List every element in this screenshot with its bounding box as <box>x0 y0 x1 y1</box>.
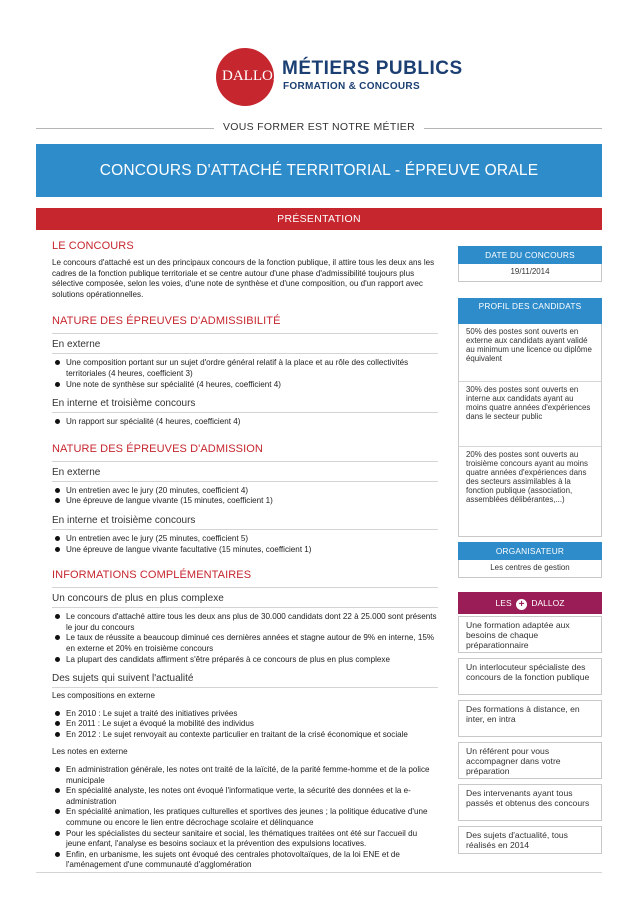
list-item: En 2012 : Le sujet renvoyait au contexte particulier en traitant de la crisé économique et sociale <box>52 730 438 741</box>
date-heading: DATE DU CONCOURS <box>458 246 602 264</box>
divider <box>36 872 602 873</box>
organisateur-box <box>458 542 602 578</box>
divider <box>52 687 438 688</box>
compositions-list <box>52 709 438 741</box>
divider <box>52 481 438 482</box>
admissibilite-externe-list <box>52 358 438 390</box>
subheading-sujets: Des sujets qui suivent l'actualité <box>52 673 194 685</box>
logo-subtitle: FORMATION & CONCOURS <box>283 81 420 92</box>
les-item: Des intervenants ayant tous passés et obtenus des concours <box>458 784 602 821</box>
divider <box>52 529 438 530</box>
list-item: Un rapport sur spécialité (4 heures, coefficient 4) <box>52 417 438 428</box>
list-item: Le concours d'attaché attire tous les deux ans plus de 30.000 candidats dont 22 à 25.000 sont présents le jour du concours <box>52 612 438 633</box>
organisateur-heading: ORGANISATEUR <box>458 542 602 560</box>
concours-text: Le concours d'attaché est un des principaux concours de la fonction publique, il attire tous les deux ans les cadres de la fonction publique territoriale et se centre autour d'une phase d'admissibilité toujours plus sélective composée, selon les voies, d'une note de synthèse et d'une composition, ou d'un rapport avec solutions opérationnelles. <box>52 258 435 299</box>
admissibilite-interne-list <box>52 417 438 428</box>
dalloz-label: DALLOZ <box>531 598 565 608</box>
list-item: En administration générale, les notes ont traité de la laïcité, de la parité femme-homme et de la police municipale <box>52 765 438 786</box>
main-content <box>52 240 438 871</box>
list-item: Une note de synthèse sur spécialité (4 heures, coefficient 4) <box>52 380 438 391</box>
date-box <box>458 246 602 282</box>
section-heading-infos: INFORMATIONS COMPLÉMENTAIRES <box>52 569 252 582</box>
profil-box <box>458 298 602 537</box>
list-item: Une épreuve de langue vivante (15 minutes, coefficient 1) <box>52 496 438 507</box>
list-item: Pour les spécialistes du secteur sanitaire et social, les thématiques traitées ont été sur l'accueil du jeune enfant, l'analyse es besoins sociaux et la prévention des expulsions locatives. <box>52 829 438 850</box>
list-item: Une épreuve de langue vivante facultative (15 minutes, coefficient 1) <box>52 545 438 556</box>
profil-list <box>458 324 602 537</box>
organisateur-value: Les centres de gestion <box>458 560 602 578</box>
tagline: VOUS FORMER EST NOTRE MÉTIER <box>223 121 415 133</box>
subheading-externe: En externe <box>52 339 101 351</box>
presentation-bar: PRÉSENTATION <box>36 208 602 230</box>
les-item: Des sujets d'actualité, tous réalisés en 2014 <box>458 826 602 854</box>
compositions-label: Les compositions en externe <box>52 691 156 701</box>
subheading-externe: En externe <box>52 466 101 478</box>
divider <box>52 353 438 354</box>
section-heading-concours: LE CONCOURS <box>52 240 134 252</box>
list-item: En 2011 : Le sujet a évoqué la mobilité des individus <box>52 719 438 730</box>
admission-interne-list <box>52 534 438 555</box>
profil-heading: PROFIL DES CANDIDATS <box>458 298 602 324</box>
logo <box>216 48 463 106</box>
les-item: Une formation adaptée aux besoins de chaque préparationnaire <box>458 616 602 653</box>
divider <box>52 333 438 334</box>
date-value: 19/11/2014 <box>458 264 602 282</box>
list-item: En 2010 : Le sujet a traité des initiatives privées <box>52 709 438 720</box>
divider <box>52 607 438 608</box>
list-item: Une composition portant sur un sujet d'ordre général relatif à la place et au rôle des collectivités territoriales (4 heures, coefficient 3) <box>52 358 438 379</box>
profil-item: 30% des postes sont ouverts en interne aux candidats ayant au moins quatre années d'expériences dans le secteur public <box>459 381 601 446</box>
subheading-interne: En interne et troisième concours <box>52 398 196 410</box>
logo-title: MÉTIERS PUBLICS <box>282 58 463 79</box>
list-item: Un entretien avec le jury (20 minutes, coefficient 4) <box>52 486 438 497</box>
divider <box>424 128 602 129</box>
divider <box>52 461 438 462</box>
section-heading-admissibilite: NATURE DES ÉPREUVES D'ADMISSIBILITÉ <box>52 315 281 328</box>
section-heading-admission: NATURE DES ÉPREUVES D'ADMISSION <box>52 442 263 455</box>
les-item: Des formations à distance, en inter, en intra <box>458 700 602 737</box>
list-item: Enfin, en urbanisme, les sujets ont évoqué des centrales photovoltaïques, de la loi ENE et de l'aménagement d'une communauté d'agglomération <box>52 850 438 871</box>
complexe-list <box>52 612 438 665</box>
logo-mark: DALLOZ <box>222 68 282 84</box>
profil-item: 20% des postes sont ouverts au troisième concours ayant au moins quatre années d'expériences dans des secteurs assimilables à la fonction publique (association, assemblées délibérantes,...) <box>459 446 601 536</box>
tagline-row <box>36 121 602 135</box>
page-title-banner: CONCOURS D'ATTACHÉ TERRITORIAL - ÉPREUVE ORALE <box>36 144 602 197</box>
plus-icon: + <box>516 599 527 610</box>
list-item: Le taux de réussite a beaucoup diminué ces dernières années et stagne autour de 9% en interne, 15% en externe et 20% en troisième concours <box>52 633 438 654</box>
profil-item: 50% des postes sont ouverts en externe aux candidats ayant validé au minimum une licence ou diplôme équivalent <box>466 327 592 363</box>
list-item: En spécialité analyste, les notes ont évoqué l'informatique verte, la sécurité des données et la e-administration <box>52 786 438 807</box>
subheading-interne: En interne et troisième concours <box>52 514 196 526</box>
notes-label: Les notes en externe <box>52 747 128 757</box>
les-label: LES <box>495 598 512 608</box>
les-plus-box <box>458 592 602 854</box>
les-plus-heading <box>458 592 602 614</box>
list-item: La plupart des candidats affirment s'être préparés à ce concours de plus en plus complexe <box>52 655 438 666</box>
les-item: Un interlocuteur spécialiste des concours de la fonction publique <box>458 658 602 695</box>
divider <box>52 412 438 413</box>
subheading-complexe: Un concours de plus en plus complexe <box>52 593 224 605</box>
les-item: Un référent pour vous accompagner dans votre préparation <box>458 742 602 779</box>
admission-externe-list <box>52 486 438 507</box>
list-item: En spécialité animation, les pratiques culturelles et sportives des jeunes ; la politique éducative d'une commune ou encore le lien entre décrochage scolaire et délinquance <box>52 807 438 828</box>
list-item: Un entretien avec le jury (25 minutes, coefficient 5) <box>52 534 438 545</box>
notes-list <box>52 765 438 871</box>
divider <box>52 587 438 588</box>
